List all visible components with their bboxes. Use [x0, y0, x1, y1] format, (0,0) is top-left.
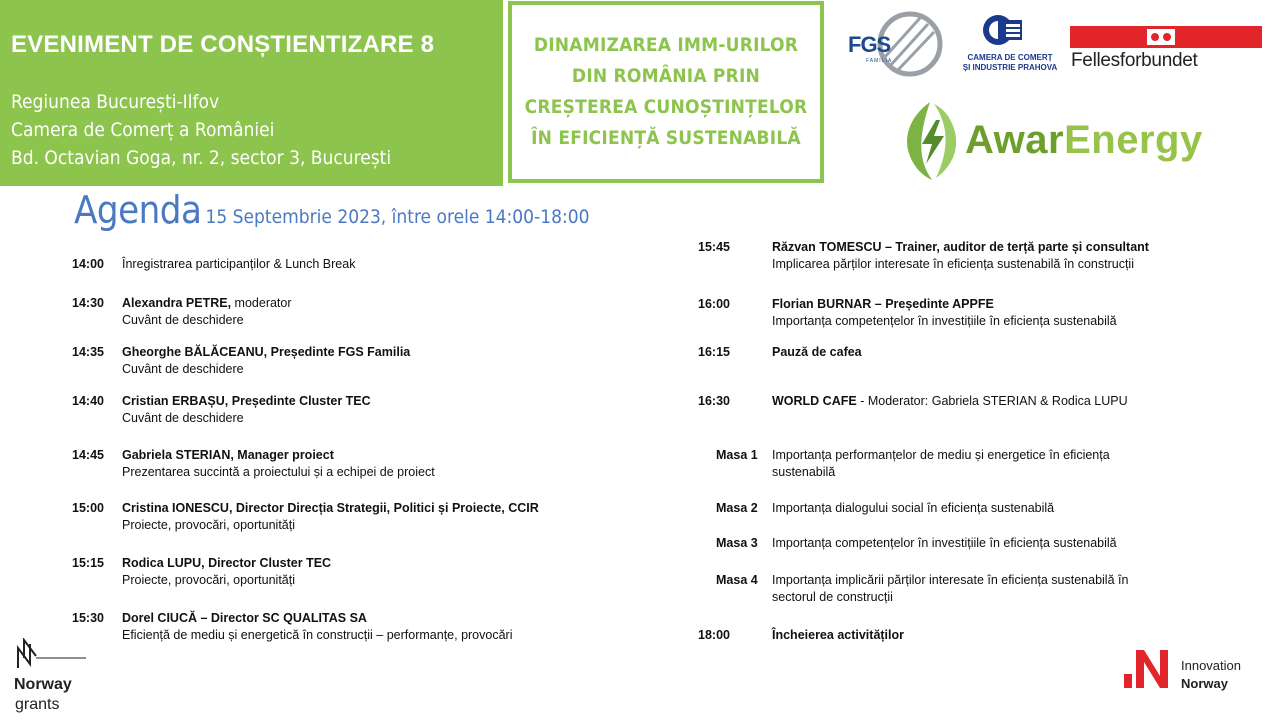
norway-grants-text-2: grants	[15, 696, 60, 713]
agenda-text	[122, 256, 592, 273]
agenda-desc: Eficiență de mediu și energetică în construcții – performanțe, provocări	[122, 628, 513, 642]
agenda-text	[122, 447, 592, 481]
fellesforbundet-emblem-icon	[1070, 26, 1262, 48]
agenda-text	[772, 627, 1172, 644]
awarenergy-wordmark	[965, 118, 1203, 163]
agenda-text	[122, 500, 592, 534]
project-title-line: DINAMIZAREA IMM-URILOR	[533, 34, 799, 56]
masa-topic: Importanța dialogului social în eficiența sustenabilă	[772, 501, 1055, 515]
agenda-time: 15:00	[72, 501, 104, 515]
agenda-text	[122, 295, 592, 329]
agenda-role: moderator	[231, 296, 292, 310]
world-cafe-label: WORLD CAFE	[772, 394, 857, 408]
agenda-speaker: Dorel CIUCĂ – Director SC QUALITAS SA	[122, 611, 367, 625]
awarenergy-awar: Awar	[965, 118, 1065, 162]
masa-topic: Importanța competențelor în investițiile în eficiența sustenabilă	[772, 536, 1117, 550]
fgs-logo-text: FGS	[848, 32, 891, 57]
project-title-box	[508, 1, 824, 183]
fellesforbundet-logo	[1068, 26, 1264, 74]
agenda-text	[772, 393, 1172, 410]
masa-topic: Importanța performanțelor de mediu și energetice în eficiența sustenabilă	[772, 448, 1110, 479]
ccipr-logo	[958, 12, 1062, 78]
agenda-activity-line	[772, 393, 1172, 410]
ccipr-emblem-icon	[958, 12, 1062, 52]
agenda-desc: Cuvânt de deschidere	[122, 362, 244, 376]
agenda-text	[772, 296, 1172, 330]
project-title-line: DIN ROMÂNIA PRIN	[571, 65, 761, 87]
agenda-speaker: Răzvan TOMESCU – Trainer, auditor de terță parte și consultant	[772, 240, 1149, 254]
fgs-familia-logo	[848, 10, 944, 78]
agenda-text	[122, 344, 592, 378]
awarenergy-logo	[900, 98, 1220, 182]
agenda-text	[772, 344, 1172, 361]
agenda-speaker: Cristina IONESCU, Director Direcția Strategii, Politici și Proiecte, CCIR	[122, 501, 539, 515]
event-header	[0, 0, 503, 186]
agenda-activity: Înregistrarea participanților & Lunch Break	[122, 257, 356, 271]
agenda-desc: Cuvânt de deschidere	[122, 313, 244, 327]
ccipr-line: CAMERA DE COMERȚ	[967, 53, 1053, 62]
agenda-time: 15:30	[72, 611, 104, 625]
masa-text	[772, 447, 1164, 481]
agenda-text	[122, 393, 592, 427]
agenda-time: 16:30	[698, 394, 730, 408]
world-cafe-moderators: - Moderator: Gabriela STERIAN & Rodica LUPU	[856, 394, 1128, 408]
agenda-speaker: Florian BURNAR – Președinte APPFE	[772, 297, 994, 311]
project-title-line: CREȘTEREA CUNOȘTINȚELOR	[524, 96, 808, 118]
event-region: Regiunea București-Ilfov	[11, 91, 220, 113]
agenda-speaker: Alexandra PETRE,	[122, 296, 232, 310]
agenda-activity: Pauză de cafea	[772, 345, 862, 359]
masa-text	[772, 535, 1172, 552]
agenda-text	[122, 555, 592, 589]
masa-text	[772, 500, 1172, 517]
agenda-speaker-line	[122, 295, 592, 312]
agenda-date: 15 Septembrie 2023, între orele 14:00-18:00	[205, 206, 590, 228]
agenda-time: 14:40	[72, 394, 104, 408]
masa-label: Masa 2	[716, 501, 758, 515]
event-address: Bd. Octavian Goga, nr. 2, sector 3, București	[11, 147, 392, 169]
event-venue: Camera de Comerț a României	[11, 119, 275, 141]
agenda-speaker: Gheorghe BĂLĂCEANU, Președinte FGS Familia	[122, 345, 411, 359]
masa-label: Masa 4	[716, 573, 758, 587]
agenda-time: 14:45	[72, 448, 104, 462]
masa-topic: Importanța implicării părților interesate în eficiența sustenabilă în sectorul de construcții	[772, 573, 1129, 604]
agenda-time: 15:45	[698, 240, 730, 254]
agenda-time: 15:15	[72, 556, 104, 570]
agenda-speaker: Cristian ERBAȘU, Președinte Cluster TEC	[122, 394, 371, 408]
event-title: EVENIMENT DE CONȘTIENTIZARE 8	[11, 31, 435, 58]
innovation-norway-text-2: Norway	[1181, 676, 1228, 691]
agenda-desc: Importanța competențelor în investițiile în eficiența sustenabilă	[772, 314, 1117, 328]
closing-text: Încheierea activităților	[772, 628, 905, 642]
innovation-norway-n-icon	[1120, 646, 1176, 692]
agenda-time: 16:00	[698, 297, 730, 311]
ccipr-logo-text	[958, 53, 1062, 73]
fellesforbundet-red-bar	[1070, 26, 1262, 48]
masa-label: Masa 3	[716, 536, 758, 550]
awarenergy-energy: Energy	[1064, 118, 1203, 162]
agenda-desc: Implicarea părților interesate în eficiența sustenabilă în construcții	[772, 257, 1134, 271]
agenda-heading	[74, 188, 589, 232]
fellesforbundet-text: Fellesforbundet	[1071, 50, 1198, 71]
norway-grants-logo	[14, 636, 104, 720]
agenda-desc: Prezentarea succintă a proiectului și a echipei de proiect	[122, 465, 435, 479]
agenda-speaker: Rodica LUPU, Director Cluster TEC	[122, 556, 332, 570]
agenda-time: 14:00	[72, 257, 104, 271]
agenda-time: 14:30	[72, 296, 104, 310]
agenda-time: 16:15	[698, 345, 730, 359]
innovation-norway-logo	[1120, 646, 1270, 692]
agenda-time: 18:00	[698, 628, 730, 642]
project-title-line: ÎN EFICIENȚĂ SUSTENABILĂ	[531, 127, 801, 149]
leaf-bolt-icon	[900, 98, 964, 182]
agenda-time: 14:35	[72, 345, 104, 359]
agenda-speaker: Gabriela STERIAN, Manager proiect	[122, 448, 334, 462]
masa-label: Masa 1	[716, 448, 758, 462]
norway-grants-emblem-icon	[16, 638, 92, 672]
agenda-text	[772, 239, 1172, 273]
agenda-desc: Proiecte, provocări, oportunități	[122, 573, 296, 587]
agenda-text	[122, 610, 592, 644]
agenda-desc: Proiecte, provocări, oportunități	[122, 518, 296, 532]
innovation-norway-text-1: Innovation	[1181, 658, 1241, 673]
agenda-desc: Cuvânt de deschidere	[122, 411, 244, 425]
ccipr-line: ȘI INDUSTRIE PRAHOVA	[962, 63, 1058, 72]
norway-grants-text-1: Norway	[14, 676, 72, 693]
agenda-title: Agenda	[74, 188, 202, 232]
fgs-logo-subtext: FAMILIA	[866, 58, 893, 64]
masa-text	[772, 572, 1170, 606]
